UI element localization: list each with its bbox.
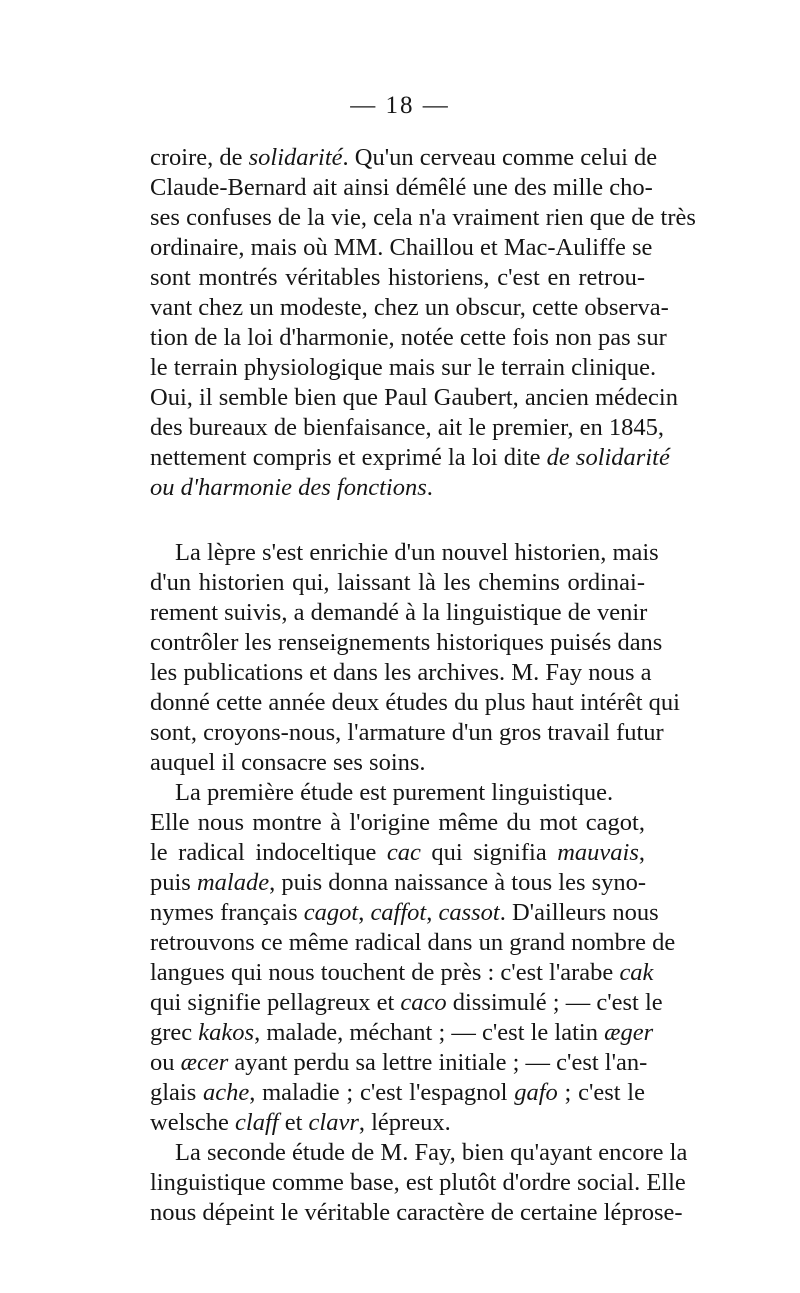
text-line: welsche claff et clavr, lépreux. <box>150 1109 451 1136</box>
text-line: La lèpre s'est enrichie d'un nouvel historien, mais <box>175 539 659 566</box>
text-line: donné cette année deux études du plus haut intérêt qui <box>150 689 680 716</box>
text-line: ou æcer ayant perdu sa lettre initiale ; — c'est l'an- <box>150 1049 648 1076</box>
text-line: rement suivis, a demandé à la linguistique de venir <box>150 599 648 626</box>
text-line: tion de la loi d'harmonie, notée cette fois non pas sur <box>150 324 667 351</box>
text-line: glais ache, maladie ; c'est l'espagnol gafo ; c'est le <box>150 1079 645 1106</box>
text-line: La seconde étude de M. Fay, bien qu'ayant encore la <box>175 1139 688 1166</box>
page-number: — 18 — <box>350 92 450 119</box>
text-line: sont, croyons-nous, l'armature d'un gros travail futur <box>150 719 664 746</box>
text-line: le terrain physiologique mais sur le terrain clinique. <box>150 354 657 381</box>
text-line: Oui, il semble bien que Paul Gaubert, ancien médecin <box>150 384 678 411</box>
text-line: Elle nous montre à l'origine même du mot cagot, <box>150 809 645 836</box>
text-line: ou d'harmonie des fonctions. <box>150 474 433 501</box>
text-line: les publications et dans les archives. M. Fay nous a <box>150 659 652 686</box>
text-line: nettement compris et exprimé la loi dite de solidarité <box>150 444 670 471</box>
text-line: La première étude est purement linguistique. <box>175 779 614 806</box>
text-line: Claude-Bernard ait ainsi démêlé une des mille cho- <box>150 174 653 201</box>
text-line: croire, de solidarité. Qu'un cerveau comme celui de <box>150 144 658 171</box>
text-line: nymes français cagot, caffot, cassot. D'ailleurs nous <box>150 899 659 926</box>
text-line: d'un historien qui, laissant là les chemins ordinai- <box>150 569 645 596</box>
text-line: ses confuses de la vie, cela n'a vraiment rien que de très <box>150 204 696 231</box>
text-line: sont montrés véritables historiens, c'est en retrou- <box>150 264 645 291</box>
text-line: vant chez un modeste, chez un obscur, cette observa- <box>150 294 669 321</box>
text-line: le radical indoceltique cac qui signifia mauvais, <box>150 839 645 866</box>
text-line: retrouvons ce même radical dans un grand nombre de <box>150 929 676 956</box>
text-line: contrôler les renseignements historiques puisés dans <box>150 629 663 656</box>
text-line: auquel il consacre ses soins. <box>150 749 426 776</box>
text-line: des bureaux de bienfaisance, ait le premier, en 1845, <box>150 414 664 441</box>
text-line: nous dépeint le véritable caractère de certaine léprose- <box>150 1199 683 1226</box>
text-line: puis malade, puis donna naissance à tous les syno- <box>150 869 647 896</box>
text-line: grec kakos, malade, méchant ; — c'est le latin æger <box>150 1019 654 1046</box>
text-line: linguistique comme base, est plutôt d'ordre social. Elle <box>150 1169 686 1196</box>
text-line: ordinaire, mais où MM. Chaillou et Mac-Auliffe se <box>150 234 653 261</box>
text-line: qui signifie pellagreux et caco dissimulé ; — c'est le <box>150 989 663 1016</box>
text-line: langues qui nous touchent de près : c'est l'arabe cak <box>150 959 654 986</box>
